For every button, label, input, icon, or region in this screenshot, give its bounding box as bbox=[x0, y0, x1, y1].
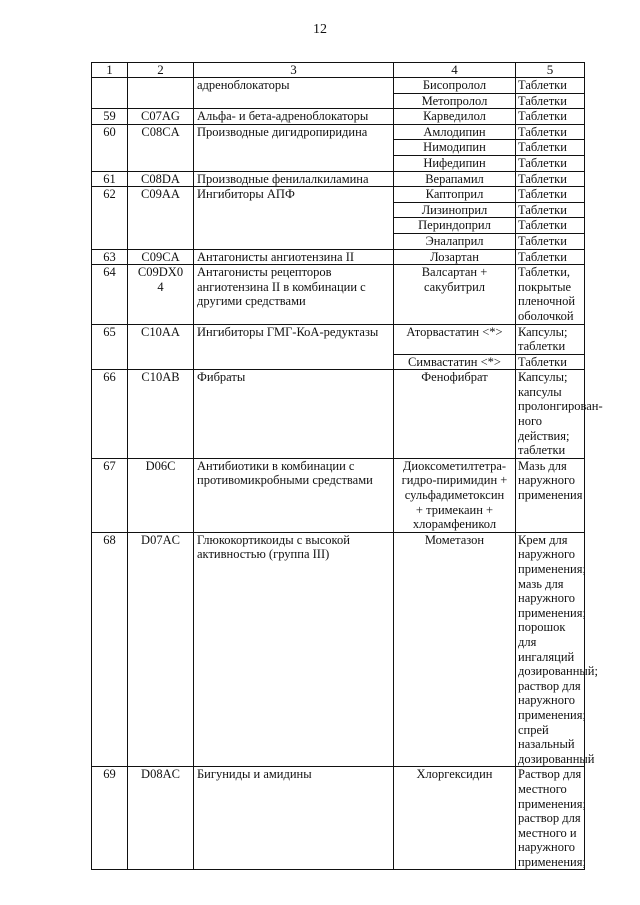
row-number: 61 bbox=[92, 171, 128, 187]
drug-name: Лозартан bbox=[394, 249, 516, 265]
dosage-form: Таблетки bbox=[516, 155, 585, 171]
drug-name: Бисопролол bbox=[394, 78, 516, 94]
group-name: Глюкокортикоиды с высокой активностью (группа III) bbox=[194, 532, 394, 767]
table-row bbox=[92, 78, 585, 94]
group-name: Производные фенилалкиламина bbox=[194, 171, 394, 187]
table-row bbox=[92, 124, 585, 140]
row-number: 60 bbox=[92, 124, 128, 171]
dosage-form: Таблетки bbox=[516, 233, 585, 249]
table-row bbox=[92, 249, 585, 265]
table-row bbox=[92, 187, 585, 203]
drug-name: Верапамил bbox=[394, 171, 516, 187]
atc-code bbox=[128, 78, 194, 109]
row-number: 63 bbox=[92, 249, 128, 265]
table-row bbox=[92, 171, 585, 187]
drug-name: Метопролол bbox=[394, 93, 516, 109]
dosage-form: Таблетки bbox=[516, 93, 585, 109]
header-cell-2: 2 bbox=[128, 63, 194, 78]
atc-code: C10AA bbox=[128, 324, 194, 370]
group-name: Альфа- и бета-адреноблокаторы bbox=[194, 109, 394, 125]
drug-name: Эналаприл bbox=[394, 233, 516, 249]
drug-name: Диоксометилтетра- гидро-пиримидин + сульфадиметоксин + тримекаин + хлорамфеникол bbox=[394, 458, 516, 532]
table-row bbox=[92, 532, 585, 767]
dosage-form: Таблетки bbox=[516, 171, 585, 187]
row-number: 69 bbox=[92, 767, 128, 870]
atc-code: D07AC bbox=[128, 532, 194, 767]
drug-name: Карведилол bbox=[394, 109, 516, 125]
atc-code: C09CA bbox=[128, 249, 194, 265]
drug-name: Лизиноприл bbox=[394, 202, 516, 218]
dosage-form: Раствор для местного применения; раствор для местного и наружного применения; bbox=[516, 767, 585, 870]
dosage-form: Мазь для наружного применения bbox=[516, 458, 585, 532]
header-cell-1: 1 bbox=[92, 63, 128, 78]
atc-code: C10AB bbox=[128, 370, 194, 459]
group-name: адреноблокаторы bbox=[194, 78, 394, 109]
group-name: Антибиотики в комбинации с противомикробными средствами bbox=[194, 458, 394, 532]
group-name: Бигуниды и амидины bbox=[194, 767, 394, 870]
drug-name: Валсартан + сакубитрил bbox=[394, 265, 516, 324]
table-row bbox=[92, 324, 585, 354]
row-number bbox=[92, 78, 128, 109]
table-row bbox=[92, 109, 585, 125]
row-number: 66 bbox=[92, 370, 128, 459]
row-number: 62 bbox=[92, 187, 128, 249]
row-number: 64 bbox=[92, 265, 128, 324]
dosage-form: Таблетки bbox=[516, 124, 585, 140]
header-cell-5: 5 bbox=[516, 63, 585, 78]
atc-code: C09AA bbox=[128, 187, 194, 249]
table-row bbox=[92, 458, 585, 532]
group-name: Антагонисты рецепторов ангиотензина II в комбинации с другими средствами bbox=[194, 265, 394, 324]
atc-code: D08AC bbox=[128, 767, 194, 870]
header-cell-3: 3 bbox=[194, 63, 394, 78]
dosage-form: Таблетки bbox=[516, 202, 585, 218]
group-name: Фибраты bbox=[194, 370, 394, 459]
group-name: Антагонисты ангиотензина II bbox=[194, 249, 394, 265]
drug-name: Нимодипин bbox=[394, 140, 516, 156]
dosage-form: Капсулы; капсулы пролонгирован- ного действия; таблетки bbox=[516, 370, 585, 459]
drug-name: Каптоприл bbox=[394, 187, 516, 203]
atc-code: C07AG bbox=[128, 109, 194, 125]
dosage-form: Таблетки bbox=[516, 187, 585, 203]
drug-name: Периндоприл bbox=[394, 218, 516, 234]
dosage-form: Таблетки bbox=[516, 78, 585, 94]
atc-code: C08CA bbox=[128, 124, 194, 171]
row-number: 65 bbox=[92, 324, 128, 370]
table-row bbox=[92, 265, 585, 324]
header-row bbox=[92, 63, 585, 78]
dosage-form: Таблетки bbox=[516, 249, 585, 265]
row-number: 68 bbox=[92, 532, 128, 767]
dosage-form: Крем для наружного применения; мазь для наружного применения; порошок для ингаляций дозированный; раствор для наружного применения; спрей назальный дозированный bbox=[516, 532, 585, 767]
row-number: 59 bbox=[92, 109, 128, 125]
drug-name: Нифедипин bbox=[394, 155, 516, 171]
drug-name: Амлодипин bbox=[394, 124, 516, 140]
drug-name: Фенофибрат bbox=[394, 370, 516, 459]
row-number: 67 bbox=[92, 458, 128, 532]
dosage-form: Таблетки bbox=[516, 109, 585, 125]
dosage-form: Таблетки, покрытые пленочной оболочкой bbox=[516, 265, 585, 324]
drug-name: Хлоргексидин bbox=[394, 767, 516, 870]
header-cell-4: 4 bbox=[394, 63, 516, 78]
group-name: Производные дигидропиридина bbox=[194, 124, 394, 171]
drug-name: Симвастатин <*> bbox=[394, 354, 516, 370]
drug-name: Мометазон bbox=[394, 532, 516, 767]
dosage-form: Таблетки bbox=[516, 140, 585, 156]
drug-table bbox=[91, 62, 603, 870]
dosage-form: Таблетки bbox=[516, 218, 585, 234]
page-number: 12 bbox=[313, 22, 327, 37]
dosage-form: Таблетки bbox=[516, 354, 585, 370]
drug-name: Аторвастатин <*> bbox=[394, 324, 516, 354]
table-row bbox=[92, 370, 585, 459]
group-name: Ингибиторы ГМГ-КоА-редуктазы bbox=[194, 324, 394, 370]
dosage-form: Капсулы; таблетки bbox=[516, 324, 585, 354]
atc-code: D06C bbox=[128, 458, 194, 532]
atc-code: C08DA bbox=[128, 171, 194, 187]
group-name: Ингибиторы АПФ bbox=[194, 187, 394, 249]
table-row bbox=[92, 767, 585, 870]
atc-code: C09DX0 4 bbox=[128, 265, 194, 324]
